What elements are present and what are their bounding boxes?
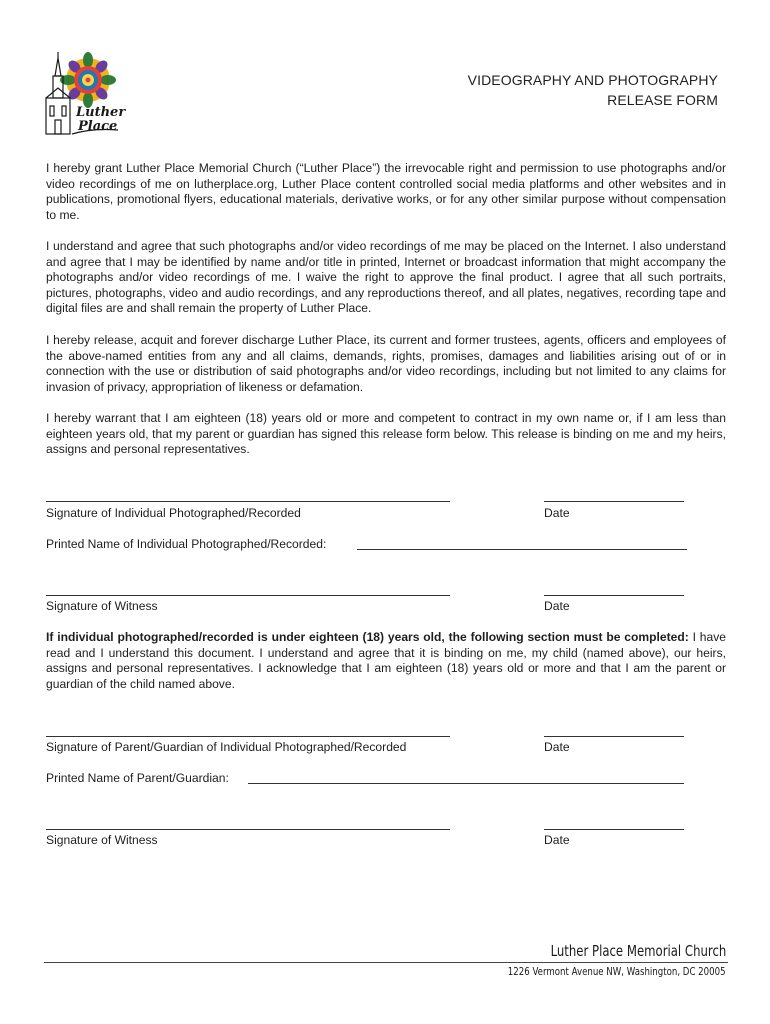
footer-divider: [44, 962, 728, 963]
internet-paragraph: I understand and agree that such photographs and/or video recordings of me may be placed on the Internet. I also understand and agree that I may be identified by name and/or title in printed, Internet or broadcast information that might accompany the photographs and/or video recordings of me. I waive the right to approve the final product. I agree that all such portraits, pictures, photographs, video and audio recordings, and any reproductions thereof, and all plates, negatives, recording tape and digital files are and shall remain the property of Luther Place.: [46, 239, 726, 315]
parent-signature-label: Signature of Parent/Guardian of Individual Photographed/Recorded: [46, 740, 407, 754]
witness-signature-line[interactable]: [46, 595, 450, 596]
individual-printed-name-label: Printed Name of Individual Photographed/Recorded:: [46, 537, 327, 551]
svg-text:Place: Place: [78, 119, 118, 134]
witness-date-label: Date: [544, 599, 570, 613]
footer-address: 1226 Vermont Avenue NW, Washington, DC 20005: [508, 966, 726, 978]
parent-signature-line[interactable]: [46, 736, 450, 737]
witness-date-line[interactable]: [544, 595, 684, 596]
individual-signature-label: Signature of Individual Photographed/Recorded: [46, 506, 301, 520]
church-icon: [46, 52, 70, 134]
second-witness-signature-line[interactable]: [46, 829, 450, 830]
second-witness-date-label: Date: [544, 833, 570, 847]
form-title-line1: VIDEOGRAPHY AND PHOTOGRAPHY: [467, 72, 718, 88]
parent-printed-name-label: Printed Name of Parent/Guardian:: [46, 771, 229, 785]
minor-section-paragraph: [46, 630, 726, 692]
luther-place-wordmark: [72, 105, 126, 134]
witness-signature-label: Signature of Witness: [46, 599, 158, 613]
individual-date-label: Date: [544, 506, 570, 520]
individual-date-line[interactable]: [544, 501, 684, 502]
form-title-line2: RELEASE FORM: [607, 92, 718, 108]
parent-date-line[interactable]: [544, 736, 684, 737]
minor-section-text: I have read and I understand this document. I understand and agree that it is binding on me, my child (named above), our heirs, assigns and personal representatives. I acknowledge that I am eighteen (18) years old or more and that I am the parent or guardian of the child named above.: [46, 630, 726, 691]
parent-printed-name-field[interactable]: [248, 783, 684, 784]
warranty-paragraph: I hereby warrant that I am eighteen (18) years old or more and competent to contract in my own name or, if I am less than eighteen years old, that my parent or guardian has signed this release form below. This release is binding on me and my heirs, assigns and personal representatives.: [46, 411, 726, 456]
grant-paragraph: I hereby grant Luther Place Memorial Church (“Luther Place”) the irrevocable right and permission to use photographs and/or video recordings of me on lutherplace.org, Luther Place content controlled social media platforms and other websites and in publications, promotional flyers, educational materials, derivative works, or for any other similar purpose without compensation to me.: [46, 161, 726, 222]
individual-printed-name-field[interactable]: [357, 549, 687, 550]
second-witness-signature-label: Signature of Witness: [46, 833, 158, 847]
form-title: [398, 70, 718, 110]
footer-church-name: Luther Place Memorial Church: [550, 942, 726, 960]
second-witness-date-line[interactable]: [544, 829, 684, 830]
release-paragraph: I hereby release, acquit and forever discharge Luther Place, its current and former trustees, agents, officers and employees of the above-named entities from any and all claims, demands, rights, promises, damages and liabilities arising out of or in connection with the use or distribution of said photographs and/or video recordings, including but not limited to any claims for invasion of privacy, appropriation of likeness or defamation.: [46, 333, 726, 394]
svg-text:Luther: Luther: [76, 105, 126, 120]
individual-signature-line[interactable]: [46, 501, 450, 502]
minor-section-heading: If individual photographed/recorded is under eighteen (18) years old, the following section must be completed:: [46, 630, 689, 644]
parent-date-label: Date: [544, 740, 570, 754]
luther-place-logo: [42, 50, 126, 138]
